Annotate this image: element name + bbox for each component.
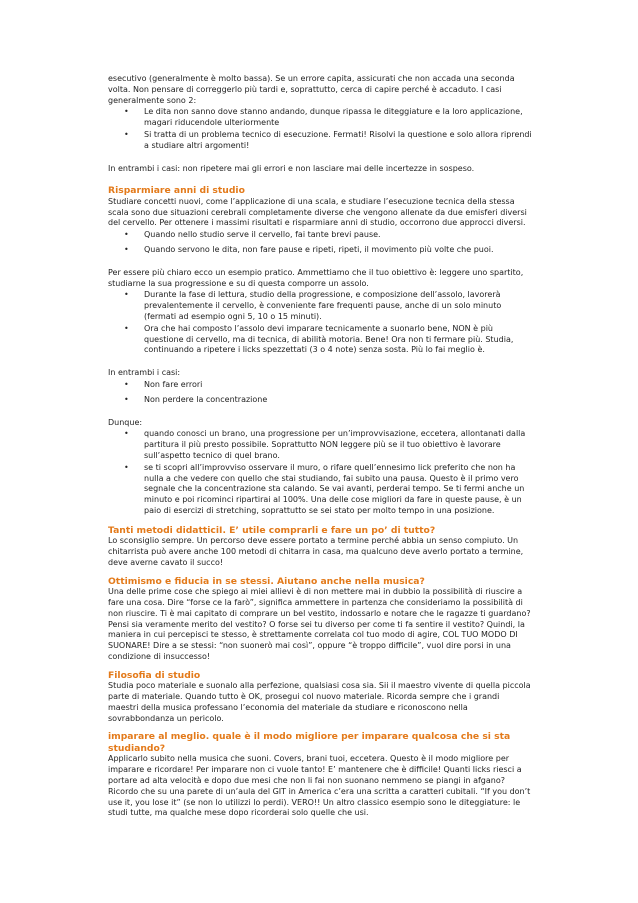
list-item: • Quando nello studio serve il cervello, fai tante brevi pause. [124, 230, 381, 240]
section-heading-metodi: Tanti metodi didatticiI. E’ utile comprarli e fare un po’ di tutto? [108, 524, 436, 536]
section-paragraph: In entrambi i casi: [108, 368, 181, 378]
list-item: • Si tratta di un problema tecnico di esecuzione. Fermati! Risolvi la questione e solo allora riprendi a studiare altri argomenti! [124, 129, 532, 150]
list-item: • Le dita non sanno dove stanno andando, dunque ripassa le diteggiature e la loro applicazione, magari riducendole ulteriormente [124, 107, 523, 128]
section-heading-filosofia: Filosofia di studio [108, 669, 201, 681]
bullet-list [108, 380, 532, 406]
section-heading-risparmiare: Risparmiare anni di studio [108, 185, 245, 197]
list-item: • Durante la fase di lettura, studio della progressione, e composizione dell’assolo, lavorerà prevalentemente il cervello, è conveniente fare frequenti pause, anche di un solo minuto (fermati ad esempio ogni 5, 10 o 15 minuti). [124, 290, 502, 322]
bullet-icon: • [124, 429, 129, 439]
bullet-icon: • [124, 129, 129, 139]
section-heading-ottimismo: Ottimismo e fiducia in se stessi. Aiutano anche nella musica? [108, 575, 425, 587]
document-page [108, 74, 532, 819]
list-item: • quando conosci un brano, una progressione per un’improvvisazione, eccetera, allontanati dalla partitura il più presto possibile. Soprattutto NON leggere più se il tuo obiettivo è lavorare sull’aspetto tecnico di quel brano. [124, 429, 526, 461]
intro-bullet-list [108, 107, 532, 151]
section-paragraph: Lo sconsiglio sempre. Un percorso deve essere portato a termine perché abbia un senso compiuto. Un chitarrista può avere anche 100 metodi di chitarra in casa, ma qualcuno deve averlo portato a termine, deve averne cavato il succo! [108, 536, 524, 567]
list-item: • se ti scopri all’improvviso osservare il muro, o rifare quell’ennesimo lick preferito che non ha nulla a che vedere con quello che stai studiando, fai subito una pausa. Questo è il primo vero segnale che la concentrazione sta calando. Se vai avanti, perderai tempo. Se ti fermi anche un minuto e poi ricominci ripartirai al 100%. Una delle cose migliori da fare in queste pause, è un paio di esercizi di stretching, soprattutto se sei stato per molto tempo in una posizione. [124, 462, 525, 515]
bullet-list [108, 429, 532, 516]
list-item: • Non fare errori [124, 380, 203, 390]
section-heading-imparare: imparare al meglio. quale è il modo migliore per imparare qualcosa che si sta studiando? [108, 731, 511, 754]
bullet-icon: • [124, 323, 129, 333]
section-paragraph: Dunque: [108, 417, 143, 427]
section-paragraph: Studiare concetti nuovi, come l’applicazione di una scala, e studiare l’esecuzione tecnica della stessa scala sono due situazioni cerebrali completamente diverse che vengono allenate da due emisferi diversi del cervello. Per ottenere i massimi risultati e risparmiare anni di studio, occorrono due approcci diversi. [108, 196, 527, 228]
bullet-icon: • [124, 107, 129, 117]
bullet-icon: • [124, 462, 129, 472]
intro-paragraph: esecutivo (generalmente è molto bassa). Se un errore capita, assicurati che non accada una seconda volta. Non pensare di correggerlo più tardi e, soprattutto, cerca di capire perché è accaduto. I casi generalmente sono 2: [108, 74, 515, 105]
intro-conclusion: In entrambi i casi: non ripetere mai gli errori e non lasciare mai delle incertezze in sospeso. [108, 163, 475, 173]
list-item: • Non perdere la concentrazione [124, 394, 268, 404]
bullet-icon: • [124, 230, 129, 240]
bullet-icon: • [124, 290, 129, 300]
bullet-icon: • [124, 394, 129, 404]
bullet-icon: • [124, 245, 129, 255]
section-paragraph: Applicarlo subito nella musica che suoni. Covers, brani tuoi, eccetera. Questo è il modo migliore per imparare e ricordare! Per imparare non ci vuole tanto! E’ mantenere che è difficile! Quanti licks riesci a portare ad alta velocità e dopo due mesi che non li fai non suonano nemmeno se piangi in afgano? Ricordo che su una parete di un’aula del GIT in America c’era una scritta a caratteri cubitali. “If you don’t use it, you lose it” (se non lo utilizzi lo perdi). VERO!! Un altro classico esempio sono le diteggiature: le studi tutte, ma qualche mese dopo ricorderai solo quelle che usi. [108, 754, 531, 818]
section-paragraph: Per essere più chiaro ecco un esempio pratico. Ammettiamo che il tuo obiettivo è: leggere uno spartito, studiarne la sua progressione e su di questa comporre un assolo. [108, 267, 524, 288]
section-paragraph: Una delle prime cose che spiego ai miei allievi è di non mettere mai in dubbio la possibilità di riuscire a fare una cosa. Dire “forse ce la farò”, significa ammettere in partenza che consideriamo la possibilità di non riuscire. Ti è mai capitato di comprare un bel vestito, indossarlo e notare che le ragazze ti guardano? Pensi sia veramente merito del vestito? O forse sei tu diverso per come ti fa sentire il vestito? Quindi, la maniera in cui percepisci te stesso, è strettamente correlata col tuo modo di agire, COL TUO MODO DI SUONARE! Dire a se stessi: “non suonerò mai così”, oppure “è troppo difficile”, vuol dire porsi in una condizione di insuccesso! [108, 587, 531, 661]
bullet-icon: • [124, 380, 129, 390]
list-item: • Quando servono le dita, non fare pause e ripeti, ripeti, il movimento più volte che puoi. [124, 245, 494, 255]
bullet-list [108, 290, 532, 356]
section-paragraph: Studia poco materiale e suonalo alla perfezione, qualsiasi cosa sia. Sii il maestro vivente di quella piccola parte di materiale. Quando tutto è OK, prosegui col nuovo materiale. Ricorda sempre che i grandi maestri della musica professano l’economia del materiale da studiare e riconoscono nella sovrabbondanza un pericolo. [108, 681, 531, 723]
bullet-list [108, 230, 532, 256]
list-item: • Ora che hai composto l’assolo devi imparare tecnicamente a suonarlo bene, NON è più questione di cervello, ma di tecnica, di abilità motoria. Bene! Ora non ti fermare più. Studia, continuando a ripetere i licks spezzettati (3 o 4 note) senza sosta. Più lo fai meglio è. [124, 323, 514, 355]
